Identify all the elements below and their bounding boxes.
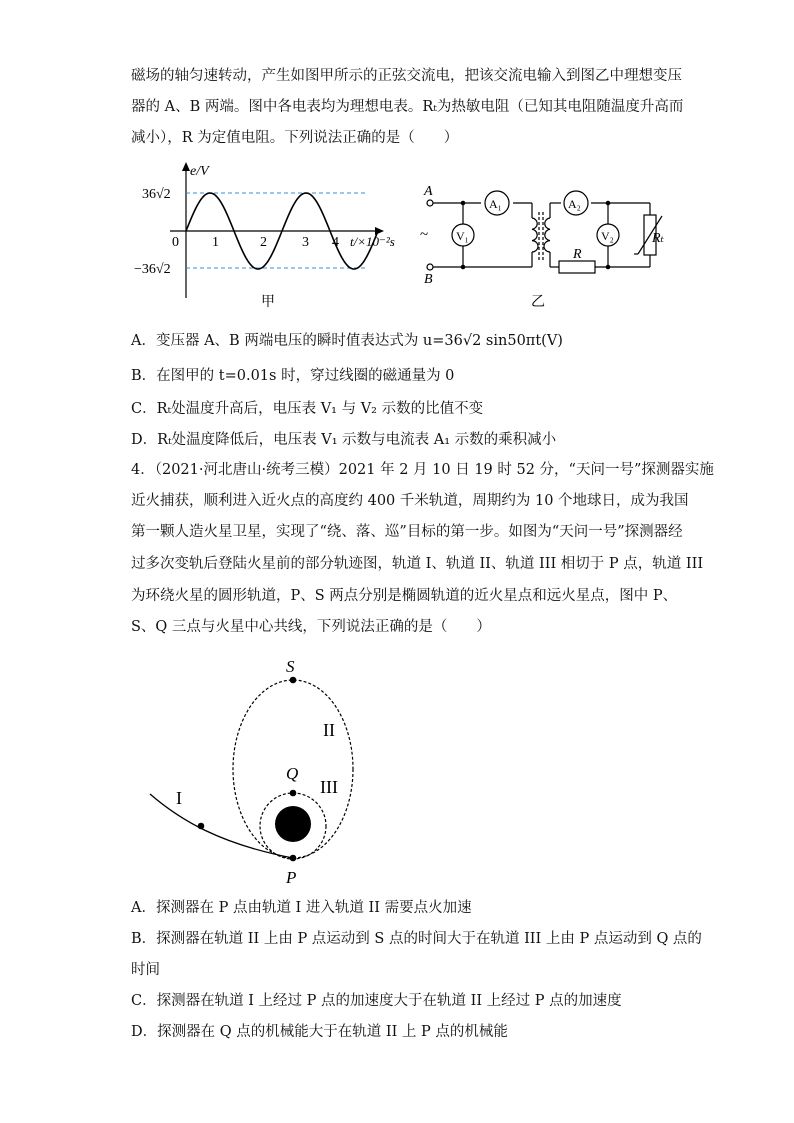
a2-label: A₂: [568, 197, 581, 211]
q3-line-1: 磁场的轴匀速转动，产生如图甲所示的正弦交流电，把该交流电输入到图乙中理想变压: [131, 68, 682, 84]
q4-line-4: 过多次变轨后登陆火星前的部分轨迹图，轨道 I、轨道 II、轨道 III 相切于 P 点，轨道 III: [131, 556, 704, 572]
resistor-r-label: R: [573, 247, 582, 262]
point-p: [290, 855, 297, 862]
point-s: [290, 677, 297, 684]
jia-ylabel: e/V: [190, 164, 209, 179]
jia-origin: 0: [172, 235, 179, 250]
q3-option-c: C．Rₜ处温度升高后，电压表 V₁ 与 V₂ 示数的比值不变: [131, 401, 484, 417]
label-p: P: [286, 868, 297, 887]
q3-line-3: 减小），R 为定值电阻。下列说法正确的是（ ）: [131, 130, 459, 146]
point-q: [290, 790, 297, 797]
q3-option-d: D．Rₜ处温度降低后，电压表 V₁ 示数与电流表 A₁ 示数的乘积减小: [131, 432, 557, 448]
q4-line-5: 为环绕火星的圆形轨道，P、S 两点分别是椭圆轨道的近火星点和远火星点，图中 P、: [131, 588, 678, 604]
jia-xtick-2: 2: [260, 235, 267, 250]
q4-line-1: 4．（2021·河北唐山·统考三模）2021 年 2 月 10 日 19 时 52 分，“天问一号”探测器实施: [131, 462, 714, 478]
label-orbit-i: I: [176, 788, 182, 808]
jia-ytick-bottom: −36√2: [134, 262, 171, 277]
q3-option-a: A．变压器 A、B 两端电压的瞬时值表达式为 u=36√2 sin50πt(V): [131, 333, 563, 349]
jia-xtick-1: 1: [212, 235, 219, 250]
label-orbit-ii: II: [323, 720, 335, 740]
jia-xtick-4: 4: [332, 235, 339, 250]
label-orbit-iii: III: [320, 777, 338, 797]
terminal-b-label: B: [424, 272, 433, 287]
figure-yi-circuit: [418, 178, 668, 313]
q4-line-3: 第一颗人造火星卫星，实现了“绕、落、巡”目标的第一步。如图为“天问一号”探测器经: [131, 524, 683, 540]
q4-line-2: 近火捕获，顺利进入近火点的高度约 400 千米轨道，周期约为 10 个地球日，成为我国: [131, 493, 689, 509]
jia-xtick-3: 3: [302, 235, 309, 250]
q3-option-b: B．在图甲的 t=0.01s 时，穿过线圈的磁通量为 0: [131, 368, 455, 384]
jia-ytick-top: 36√2: [142, 187, 171, 202]
mars-body: [275, 806, 311, 842]
a1-label: A₁: [489, 197, 502, 211]
label-q: Q: [286, 764, 299, 783]
label-s: S: [286, 657, 295, 676]
yi-caption: 乙: [531, 295, 545, 310]
q4-option-a: A．探测器在 P 点由轨道 I 进入轨道 II 需要点火加速: [131, 900, 472, 916]
thermistor-rt-label: Rₜ: [652, 231, 665, 246]
figure-orbit-diagram: [140, 650, 380, 890]
q4-line-6: S、Q 三点与火星中心共线，下列说法正确的是（ ）: [131, 619, 491, 635]
v2-label: V₂: [601, 229, 614, 243]
orbit-i: [150, 794, 293, 858]
jia-caption: 甲: [261, 295, 275, 310]
q4-option-d: D．探测器在 Q 点的机械能大于在轨道 II 上 P 点的机械能: [131, 1024, 508, 1040]
figure-jia-sine-graph: [130, 158, 405, 313]
terminal-a-label: A: [424, 184, 433, 199]
q4-option-b-cont: 时间: [131, 962, 160, 978]
v1-label: V₁: [456, 229, 469, 243]
q4-option-b: B．探测器在轨道 II 上由 P 点运动到 S 点的时间大于在轨道 III 上由 P 点运动到 Q 点的: [131, 931, 702, 947]
jia-xlabel: t/×10⁻²s: [350, 234, 395, 249]
q3-line-2: 器的 A、B 两端。图中各电表均为理想电表。Rₜ为热敏电阻（已知其电阻随温度升高而: [131, 99, 684, 115]
q4-option-c: C．探测器在轨道 I 上经过 P 点的加速度大于在轨道 II 上经过 P 点的加速度: [131, 993, 622, 1009]
point-on-orbit-i: [198, 823, 205, 830]
ac-source-symbol: ~: [420, 227, 429, 243]
